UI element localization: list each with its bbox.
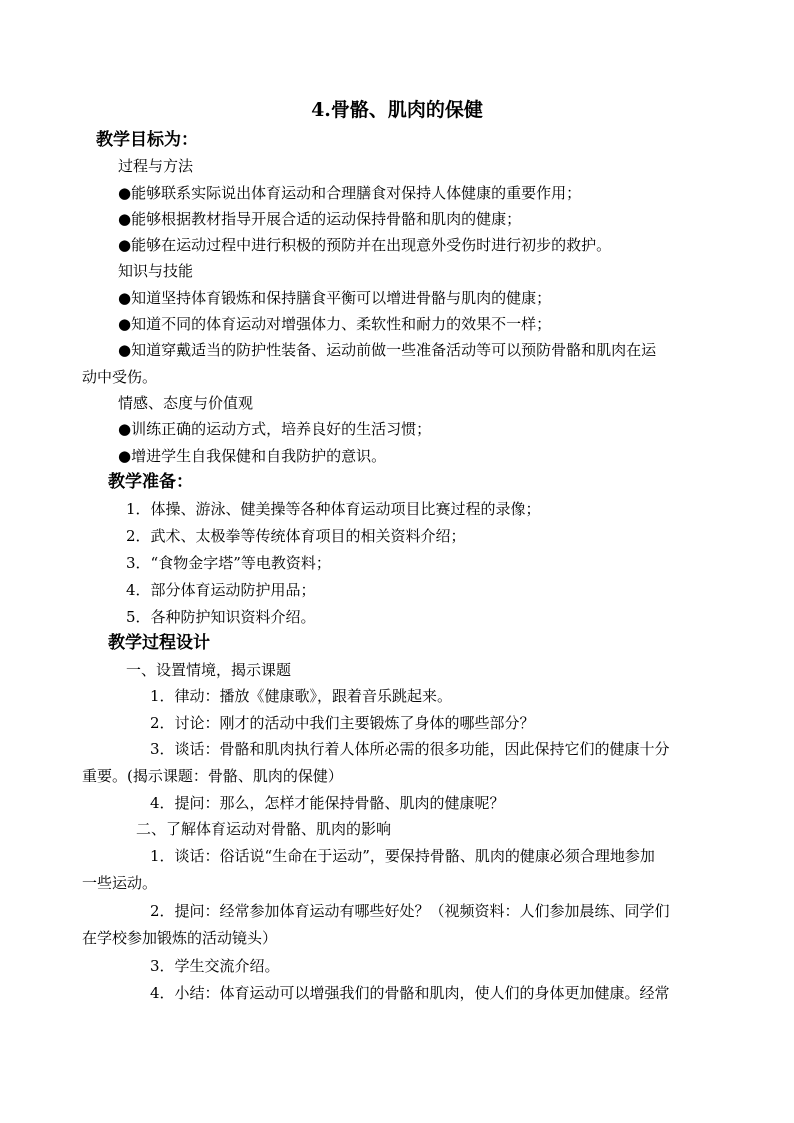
process-line: 3．谈话：骨骼和肌肉执行着人体所必需的很多功能，因此保持它们的健康十分	[150, 740, 670, 758]
document-title: 4.骨骼、肌肉的保健	[311, 99, 483, 121]
list-item: ●训练正确的运动方式，培养良好的生活习惯；	[118, 420, 432, 438]
process-heading: 教学过程设计	[108, 633, 210, 653]
process-line: 2．讨论：刚才的活动中我们主要锻炼了身体的哪些部分？	[150, 714, 535, 732]
part-heading: 二、了解体育运动对骨骼、肌肉的影响	[136, 820, 392, 838]
process-line: 4．提问：那么，怎样才能保持骨骼、肌肉的健康呢？	[150, 794, 505, 812]
section-heading: 过程与方法	[118, 157, 194, 175]
list-item: 1．体操、游泳、健美操等各种体育运动项目比赛过程的录像；	[126, 500, 541, 518]
process-line: 1．律动：播放《健康歌》，跟着音乐跳起来。	[150, 687, 453, 705]
list-item: ●能够根据教材指导开展合适的运动保持骨骼和肌肉的健康；	[118, 210, 522, 228]
process-line: 1．谈话：俗话说“生命在于运动”，要保持骨骼、肌肉的健康必须合理地参加	[150, 847, 655, 865]
list-item-continuation: 动中受伤。	[82, 368, 158, 386]
list-item: ●能够联系实际说出体育运动和合理膳食对保持人体健康的重要作用；	[118, 184, 582, 202]
process-line-continuation: 重要。(揭示课题：骨骼、肌肉的保健）	[82, 767, 343, 785]
part-heading: 一、设置情境，揭示课题	[126, 661, 292, 679]
objectives-heading: 教学目标为：	[96, 130, 198, 150]
list-item: 5．各种防护知识资料介绍。	[126, 608, 316, 626]
list-item: ●增进学生自我保健和自我防护的意识。	[118, 447, 387, 465]
preparation-heading: 教学准备：	[108, 472, 193, 492]
section-heading: 情感、态度与价值观	[118, 394, 254, 412]
process-line-continuation: 在学校参加锻炼的活动镜头）	[82, 929, 278, 947]
process-line-continuation: 一些运动。	[82, 874, 158, 892]
list-item: ●能够在运动过程中进行积极的预防并在出现意外受伤时进行初步的救护。	[118, 236, 612, 254]
list-item: 4．部分体育运动防护用品；	[126, 581, 316, 599]
list-item: 3．“食物金字塔”等电教资料；	[126, 554, 331, 572]
section-heading: 知识与技能	[118, 262, 194, 280]
process-line: 2．提问：经常参加体育运动有哪些好处？（视频资料：人们参加晨练、同学们	[150, 902, 670, 920]
process-line: 3．学生交流介绍。	[150, 957, 280, 975]
list-item: ●知道坚持体育锻炼和保持膳食平衡可以增进骨骼与肌肉的健康；	[118, 289, 552, 307]
list-item: ●知道不同的体育运动对增强体力、柔软性和耐力的效果不一样；	[118, 315, 552, 333]
process-line: 4．小结：体育运动可以增强我们的骨骼和肌肉，使人们的身体更加健康。经常	[150, 984, 670, 1002]
list-item: 2．武术、太极拳等传统体育项目的相关资料介绍；	[126, 527, 466, 545]
list-item: ●知道穿戴适当的防护性装备、运动前做一些准备活动等可以预防骨骼和肌肉在运	[118, 341, 657, 359]
